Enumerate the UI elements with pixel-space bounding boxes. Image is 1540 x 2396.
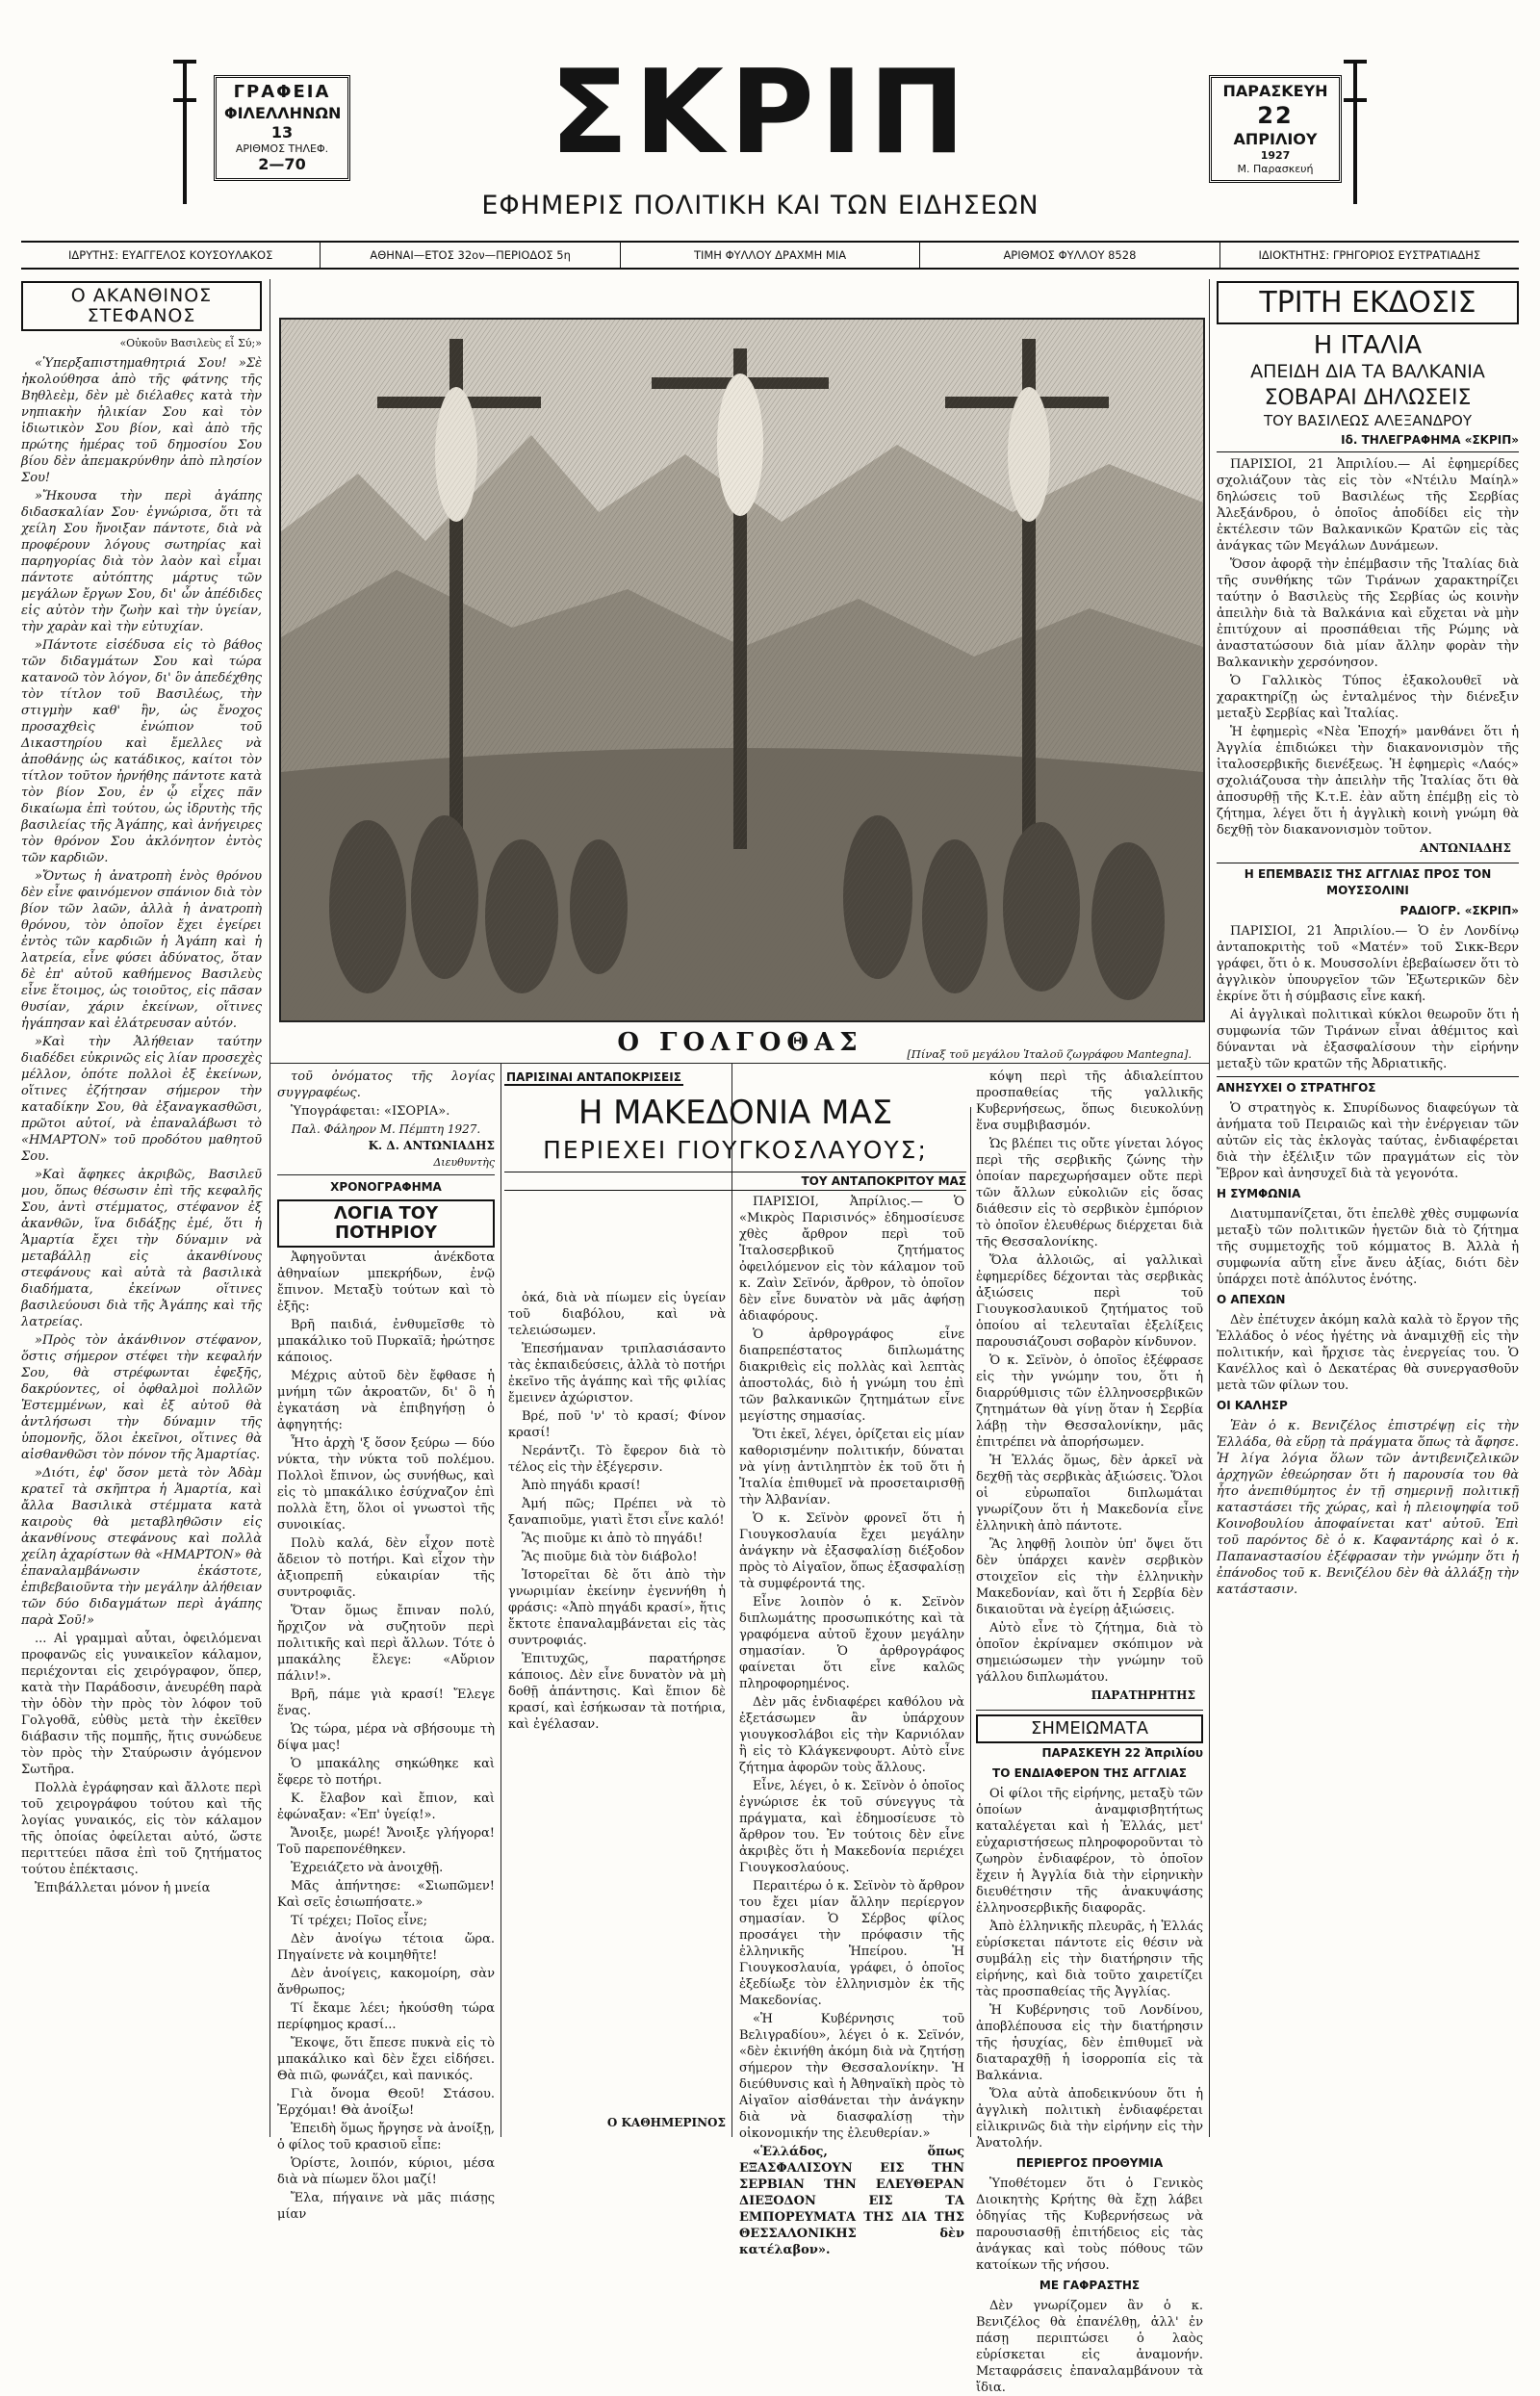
paragraph: Περαιτέρω ὁ κ. Σεϊνὸν τὸ ἄρθρον του ἔχει μίαν ἄλλην περίεργον σημασίαν. Ὁ Σέρβος φίλος προσάγει τὴν πρόφασιν τῆς ἐλληνικῆς Ἠπείρου. Ἡ Γιουγκοσλαυία, γράφει, ὁ ὁποῖος ἐξεδίωξε τὸν ἑλληνισμὸν ἐκ τῆς Μακεδονίας. — [739, 1879, 964, 2008]
headline-primary: Η ΙΤΑΛΙΑ — [1313, 331, 1423, 360]
paragraph: Ὁ στρατηγὸς κ. Σπυρίδωνος διαφεύγων τὰ ἀνήματα τοῦ Πειραιῶς καὶ τὴν ἐνέργειαν τῶν αὐτῶν εἰς τὰς ἐκλογὰς ταύτας, ἐνδιαφέρεται διὰ τὴν ἐξέλιξιν τῶν πραγμάτων εἰς τὸν Ἔβρον καὶ ἀνησυχεῖ διὰ τὰ γεγονότα. — [1217, 1101, 1519, 1182]
crucifixion-illustration — [281, 320, 1203, 1020]
article-epigraph: «Οὐκοῦν Βασιλεὺς εἶ Σύ;» — [119, 336, 262, 349]
paragraph: Ἐπιβάλλεται μόνον ἡ μνεία — [35, 1880, 211, 1895]
paragraph: Ὅσον ἀφορᾷ τὴν ἐπέμβασιν τῆς Ἰταλίας διὰ τῆς συνθήκης τῶν Τιράνων χαρακτηρίζει ταύτην ὁ Βασιλεὺς τῆς Σερβίας ὡς κοινὴν ἀπειλὴν διὰ τὰ Βαλκάνια καὶ εὔχεται νὰ μὴν ἐπιτύχουν αἱ προσπάθειαι τῆς Ρώμης νὰ ἀναστατώσουν διὰ μίαν ἄλλην φορὰν τὴν Βαλκανικὴν χερσόνησον. — [1217, 557, 1519, 671]
section-rule — [270, 1063, 1209, 1064]
headline-secondary: ΑΠΕΙΔΗ ΔΙΑ ΤΑ ΒΑΛΚΑΝΙΑ — [1250, 360, 1485, 382]
article-title: Ο ΑΚΑΝΘΙΝΟΣ ΣΤΕΦΑΝΟΣ — [21, 281, 262, 331]
ear-phone-label: ΑΡΙΘΜΟΣ ΤΗΛΕΦ. — [235, 142, 329, 155]
paragraph: Δὲν γνωρίζομεν ἂν ὁ κ. Βενιζέλος θὰ ἐπανέλθῃ, ἀλλ' ἐν πάσῃ περιπτώσει ὁ λαὸς εὑρίσκεται εἰς ἀναμονήν. Μεταφράσεις ἐπαναλαμβάνουν τὰ ἴδια. — [976, 2298, 1203, 2395]
section-rule — [976, 1710, 1203, 1711]
paragraph: Δὲν ἀνοίγεις, κακομοίρη, σὰν ἄνθρωπος; — [277, 1966, 495, 1997]
paragraph: Ἂς ληφθῇ λοιπὸν ὑπ' ὄψει ὅτι δὲν ὑπάρχει κανὲν σερβικὸν στοιχεῖον εἰς τὴν ἑλληνικὴν Μακεδονίαν, καὶ ὅτι ἡ Σερβία δὲν δικαιοῦται νὰ ἐγείρῃ ἀξιώσεις. — [976, 1537, 1203, 1617]
paragraph: Ἦτο ἀρχὴ 'ξ ὅσον ξεύρω — δύο νύκτα, τὴν νύκτα τοῦ πολέμου. Πολλοὶ ἔπινον, ὡς συνήθως, καὶ εἰς τὸ μπακάλικο ἐσύχναζον ἐπὶ πολλὰ ἔτη, ὅλοι οἱ γνωστοὶ τῆς συνοικίας. — [277, 1435, 495, 1533]
paragraph: ΠΑΡΙΣΙΟΙ, Ἀπρίλιος.— Ὁ «Μικρὸς Παρισινός» ἐδημοσίευσε χθὲς ἄρθρον περὶ τοῦ Ἰταλοσερβικοῦ ζητήματος ὀφειλόμενον εἰς τὸν κάλαμον τοῦ κ. Ζαὶν Σεϊνόν, ἄρθρον, τὸ ὁποῖον δὲν εἶνε δυνατὸν νὰ μᾶς ἀφήσῃ ἀδιαφόρους. — [739, 1195, 964, 1324]
notes-date: ΠΑΡΑΣΚΕΥΗ 22 Ἀπριλίου — [1041, 1745, 1203, 1760]
subheading: ΑΝΗΣΥΧΕΙ Ο ΣΤΡΑΤΗΓΟΣ — [1217, 1076, 1519, 1096]
byline: ΤΟΥ ΑΝΤΑΠΟΚΡΙΤΟΥ ΜΑΣ — [504, 1172, 966, 1191]
paragraph: Ἡ Ἑλλάς ὅμως, δὲν ἀρκεῖ νὰ δεχθῇ τὰς σερβικὰς ἀξιώσεις. Ὅλοι οἱ εὐρωπαῖοι διπλωμάται γνωρίζουν ὅτι ἡ Μακεδονία εἶνε ἑλληνικὴ ἀπὸ πάντοτε. — [976, 1454, 1203, 1533]
paragraph: Τί ἔκαμε λέει; ἠκούσθη τώρα περίφημος κρασί... — [277, 2000, 495, 2032]
notes-subheading: ΠΕΡΙΕΡΓΟΣ ΠΡΟΘΥΜΙΑ — [1015, 2155, 1164, 2170]
column-rule — [500, 1064, 501, 2137]
edition-banner: ΤΡΙΤΗ ΕΚΔΟΣΙΣ — [1217, 281, 1519, 324]
column-rule — [1209, 279, 1210, 2137]
date-ear — [1209, 75, 1342, 183]
paragraph: Ὑπογράφεται: «ΙΣΟΡΙΑ». — [291, 1104, 450, 1119]
paragraph: Πολλὰ ἐγράφησαν καὶ ἄλλοτε περὶ τοῦ χειρογράφου τούτου καὶ τῆς λογίας γυναικός, εἰς τὸν κάλαμον τῆς ὁποίας ὀφείλεται αὐτό, ὥστε περιττεύει πᾶσα ἐπὶ τοῦ ζητήματος τούτου ἐπέκτασις. — [21, 1780, 262, 1877]
paragraph: Ἰστορεῖται δὲ ὅτι ἀπὸ τὴν γνωριμίαν ἐκείνην ἐγεννήθη ἡ φράσις: «Ἀπὸ πηγάδι κρασί», ἥτις ἔκτοτε ἐπαναλαμβάνεται εἰς τὰς συντροφιάς. — [508, 1568, 726, 1648]
paragraph: Ἔλα, πήγαινε νὰ μᾶς πιάσῃς μίαν — [277, 2190, 495, 2222]
office-ear — [214, 75, 350, 181]
paragraph: Δὲν ἐπέτυχεν ἀκόμη καλὰ καλὰ τὸ ἔργον τῆς Ἑλλάδος ὁ νέος ἡγέτης νὰ ἀναμιχθῇ εἰς τὴν πολιτικήν, καὶ ἤρχισε τὰς ἐνεργείας του. Ὁ Κανέλλος καὶ ὁ Δεκατέρας θὰ συνεργασθοῦν μετὰ τῶν φίλων του. — [1217, 1313, 1519, 1394]
paragraph: ... Αἱ γραμμαὶ αὗται, ὀφειλόμεναι προφανῶς εἰς γυναικεῖον κάλαμον, περιέχονται εἰς χειρόγραφον, ὅπερ, κατὰ τὴν Παράδοσιν, ἀνευρέθη παρὰ τὴν ὁδὸν τὴν πρὸς τὸν λόφον τοῦ Γολγοθᾶ, εὐθὺς μετὰ τὴν ἐκεῖθεν διάβασιν τῆς πομπῆς, ἥτις συνώδευε τὸν πρὸς τὴν Σταύρωσιν ἀγόμενον Σωτῆρα. — [21, 1631, 262, 1777]
paragraph: Βρῆ, πάμε γιὰ κρασί! Ἔλεγε ἕνας. — [277, 1687, 495, 1718]
headline-tertiary: ΣΟΒΑΡΑΙ ΔΗΛΩΣΕΙΣ — [1264, 386, 1472, 411]
section-label: ΧΡΟΝΟΓΡΑΦΗΜΑ — [330, 1180, 442, 1194]
paragraph: Εἶνε, λέγει, ὁ κ. Σεϊνὸν ὁ ὁποῖος ἐγνώρισε ἐκ τοῦ σύνεγγυς τὰ πράγματα, καὶ ἐδημοσίευσε τὸ ἄρθρον του. Ἐν τούτοις δὲν εἶνε ἀκριβὲς ὅτι ἡ Μακεδονία περιέχει Γιουγκοσλαύους. — [739, 1779, 964, 1875]
newspaper-subtitle: ΕΦΗΜΕΡΙΣ ΠΟΛΙΤΙΚΗ ΚΑΙ ΤΩΝ ΕΙΔΗΣΕΩΝ — [481, 191, 1040, 220]
paragraph: Εἶνε λοιπὸν ὁ κ. Σεϊνὸν διπλωμάτης προσωπικότης καὶ τὰ γραφόμενα αὐτοῦ ἔχουν μεγάλην σημασίαν. Ὁ ἀρθρογράφος φαίνεται ὅτι εἶνε καλῶς πληροφορημένος. — [739, 1595, 964, 1691]
notes-title: ΣΗΜΕΙΩΜΑΤΑ — [976, 1714, 1203, 1743]
article-third-edition — [1217, 279, 1519, 2142]
paragraph: »Πάντοτε εἰσέδυσα εἰς τὸ βάθος τῶν διδαγμάτων Σου καὶ τώρα κατανοῶ τὸν λόγον, δι' ὃν ἀπεδέχθης τὸν τίτλον τοῦ Βασιλέως, τὴν στιγμὴν καθ' ἣν, ὡς ἔνοχος προσαχθεὶς ἐνώπιον τοῦ Δικαστηρίου καὶ ἔμελλες νὰ ἀποθάνῃς ὡς κατάδικος, καίτοι τὸν τίτλον τοῦτον ἠρνήθης πάντοτε κατὰ τὸν βίον Σου, ἐν ᾧ εἶχες πᾶν δικαίωμα ἐπὶ τούτου, ὡς ἱδρυτὴς τῆς βασιλείας τῆς Ἀγάπης, καὶ ἀνήγειρες τὸν θρόνον Σου ἀκλόνητον ἐντὸς τῶν καρδιῶν. — [21, 637, 262, 865]
intro-signature: Κ. Δ. ΑΝΤΩΝΙΑΔΗΣ — [368, 1139, 495, 1152]
article-cup-words-continued — [508, 1290, 726, 2137]
caption-credit: [Πίναξ τοῦ μεγάλου Ἰταλοῦ ζωγράφου Mantegna]. — [907, 1047, 1192, 1061]
article-signature: ΠΑΡΑΤΗΡΗΤΗΣ — [1091, 1688, 1195, 1702]
paragraph: Γιὰ ὄνομα Θεοῦ! Στάσου. Ἐρχόμαι! Θὰ ἀνοίξω! — [277, 2086, 495, 2118]
info-founder: ΙΔΡΥΤΗΣ: ΕΥΑΓΓΕΛΟΣ ΚΟΥΣΟΥΛΑΚΟΣ — [21, 243, 321, 268]
paragraph: κόψη περὶ τῆς ἀδιαλείπτου προσπαθείας τῆς γαλλικῆς Κυβερνήσεως, ὅπως διευκολύνῃ ἕνα συμβιβασμόν. — [976, 1069, 1203, 1133]
paragraph: Ὁ μπακάλης σηκώθηκε καὶ ἔφερε τὸ ποτήρι. — [277, 1756, 495, 1788]
paragraph: Βρέ, ποῦ 'ν' τὸ κρασί; Φίνον κρασί! — [508, 1409, 726, 1440]
headline-quaternary: ΤΟΥ ΒΑΣΙΛΕΩΣ ΑΛΕΞΑΝΔΡΟΥ — [1263, 411, 1473, 429]
paragraph: »Καὶ τὴν Ἀλήθειαν ταύτην διαδέδει εὐκρινῶς εἰς λίαν προσεχὲς μέλλον, ὁπότε πολλοὶ ἐξ ἐκείνων, οἵτινες ἐζήτησαν σήμερον τὴν καταδίκην Σου, θὰ ἐξαναγκασθῶσι, πρῶτοι αὐτοί, νὰ ἐπαναλάβωσι τὸ «ΗΜΑΡΤΟΝ» τοῦ προδότου μαθητοῦ Σου. — [21, 1034, 262, 1164]
masthead-ornament-right — [1353, 60, 1357, 204]
ear-office-address: ΦΙΛΕΛΛΗΝΩΝ 13 — [224, 103, 342, 142]
paragraph: Μᾶς ἀπήντησε: «Σιωπῶμεν! Καὶ σεῖς ἐσιωπήσατε.» — [277, 1878, 495, 1910]
info-owner: ΙΔΙΟΚΤΗΤΗΣ: ΓΡΗΓΟΡΙΟΣ ΕΥΣΤΡΑΤΙΑΔΗΣ — [1258, 248, 1481, 262]
ear-office-label: ΓΡΑΦΕΙΑ — [233, 82, 331, 102]
paragraph: Ἄνοιξε, μωρέ! Ἄνοιξε γλήγορα! Τοῦ παρεπονέθηκεν. — [277, 1825, 495, 1857]
paragraph: Ἂς πιοῦμε κι ἀπὸ τὸ πηγάδι! — [522, 1532, 704, 1546]
notes-subheading: ΜΕ ΓΑΦΡΑΣΤΗΣ — [1039, 2278, 1141, 2292]
subheading: ΟΙ ΚΑΛΗΣΡ — [1217, 1399, 1288, 1413]
paragraph: ΠΑΡΙΣΙΟΙ, 21 Ἀπριλίου.— Αἱ ἐφημερίδες σχολιάζουν τὰς εἰς τὸν «Ντέιλυ Μαίηλ» δηλώσεις τοῦ Βασιλέως τῆς Σερβίας Ἀλεξάνδρου, ὁ ὁποῖος ἀποδίδει εἰς τὴν ἐκτέλεσιν τῶν Βαλκανικῶν Κρατῶν εἰς τὰς ἀνάγκας τῶν Μεγάλων Δυνάμεων. — [1217, 457, 1519, 554]
paragraph: Αἱ ἀγγλικαὶ πολιτικαὶ κύκλοι θεωροῦν ὅτι ἡ συμφωνία τῶν Τιράνων εἶναι ἀθέμιτος καὶ δύνανται νὰ ἐξασφαλίσουν τὴν εἰρήνην μεταξὺ τῶν κρατῶν τῆς Ἀδριατικῆς. — [1217, 1008, 1519, 1072]
ear-month: ΑΠΡΙΛΙΟΥ — [1233, 130, 1318, 148]
paragraph: «Ἡ Κυβέρνησις τοῦ Βελιγραδίου», λέγει ὁ κ. Σεϊνόν, «δὲν ἐκινήθη ἀκόμη διὰ νὰ ζητήσῃ σήμερον τὴν Θεσσαλονίκην. Ἡ διεύθυνσις καὶ ἡ Ἀθηναϊκὴ πρὸς τὸ Αἰγαῖον αἰσθάνεται τὴν ἀνάγκην διὰ νὰ διασφαλίσῃ τὴν οἰκονομικήν της ἐλευθερίαν.» — [739, 2012, 964, 2141]
paragraph: Πολὺ καλά, δὲν εἶχον ποτὲ ἄδειον τὸ ποτήρι. Καὶ εἶχον τὴν ἀξιοπρεπῆ εὐκαιρίαν τῆς συντροφιᾶς. — [277, 1535, 495, 1600]
ear-year: 1927 — [1260, 149, 1291, 162]
paragraph: Ἀμή πῶς; Πρέπει νὰ τὸ ξαναπιοῦμε, γιατὶ ἔτσι εἶνε καλό! — [508, 1497, 726, 1528]
paragraph: Ὅλα αὐτὰ ἀποδεικνύουν ὅτι ἡ ἀγγλικὴ πολιτικὴ ἐνδιαφέρεται εἰλικρινῶς διὰ τὴν εἰρήνην εἰς τὴν Ἀνατολήν. — [976, 2086, 1203, 2151]
paragraph: Ἂς πιοῦμε διὰ τὸν διάβολο! — [522, 1550, 698, 1564]
paragraph: Οἱ φίλοι τῆς εἰρήνης, μεταξὺ τῶν ὁποίων ἀναμφισβητήτως καταλέγεται καὶ ἡ Ἑλλάς, μετ' εὐχαριστήσεως πληροφοροῦνται τὸ ζωηρὸν ἐνδιαφέρον, τὸ ὁποῖον ἔχειν ἡ Ἀγγλία διὰ τὴν εἰρηνικὴν διευθέτησιν τῆς ἀνακυψάσης ἑλληνοσερβικῆς διαφορᾶς. — [976, 1786, 1203, 1916]
article-signature: Ο ΚΑΘΗΜΕΡΙΝΟΣ — [606, 2116, 726, 2129]
info-issue: ΑΡΙΘΜΟΣ ΦΥΛΛΟΥ 8528 — [920, 243, 1219, 268]
paragraph: «Ἑλλάδος, ὅπως ΕΞΑΣΦΑΛΙΣΟΥΝ ΕΙΣ ΤΗΝ ΣΕΡΒΙΑΝ ΤΗΝ ΕΛΕΥΘΕΡΑΝ ΔΙΕΞΟΔΟΝ ΕΙΣ ΤΑ ΕΜΠΟΡΕΥΜΑΤΑ ΤΗΣ ΔΙΑ ΤΗΣ ΘΕΣΣΑΛΟΝΙΚΗΣ δὲν κατέλαβον». — [739, 2145, 964, 2257]
paragraph: »Ἤκουσα τὴν περὶ ἀγάπης διδασκαλίαν Σου· ἐγνώρισα, ὅτι τὰ χείλη Σου ἤνοιξαν πάντοτε, διὰ νὰ προφέρουν λόγους σωτηρίας καὶ παρηγορίας διὰ τὸν λαὸν καὶ εἶμαι πάντοτε αὐτόπτης μάρτυς τῶν μεγάλων ἔργων Σου, δι' ὧν ἀπέδιδες εἰς αὐτὸν τὴν ζωὴν καὶ τὴν ὑγείαν, τὴν χαρὰν καὶ τὴν εὐτυχίαν. — [21, 488, 262, 634]
masthead-info-bar — [21, 241, 1519, 270]
article-cup-words — [277, 1069, 495, 2222]
paragraph: Τί τρέχει; Ποῖος εἶνε; — [291, 1913, 428, 1928]
subheading: Η ΕΠΕΜΒΑΣΙΣ ΤΗΣ ΑΓΓΛΙΑΣ ΠΡΟΣ ΤΟΝ ΜΟΥΣΣΟΛΙΝΙ — [1217, 863, 1519, 899]
golgotha-engraving — [279, 318, 1205, 1022]
info-edition: ΑΘΗΝΑΙ—ΕΤΟΣ 32ον—ΠΕΡΙΟΔΟΣ 5η — [321, 243, 620, 268]
paragraph: Ὡς τώρα, μέρα νὰ σβήσουμε τὴ δίψα μας! — [277, 1721, 495, 1753]
ear-day: ΠΑΡΑΣΚΕΥΗ — [1222, 82, 1328, 100]
paragraph: »Ὄντως ἡ ἀνατροπὴ ἑνὸς θρόνου δὲν εἶνε φαινόμενον σπάνιον διὰ τὸν βίον τῶν λαῶν, ἀλλὰ ἡ ἀνατροπὴ θρόνου, τὸν ὁποῖον ἔχει ἐγείρει ἐντὸς τῶν καρδιῶν ἡ Ἀγάπη καὶ ἡ λατρεία, εἶνε φύσει ἀδύνατος, ὅταν δὲ ἐπ' αὐτοῦ καθήμενος Βασιλεὺς εἶνε ἕτοιμος, ὡς τοιοῦτος, εἰς πᾶσαν θυσίαν, χάριν ἐκείνων, οἵτινες ἠγάπησαν καὶ ἐλάτρευσαν αὐτόν. — [21, 868, 262, 1031]
paragraph: Αὐτὸ εἶνε τὸ ζήτημα, διὰ τὸ ὁποῖον ἐκρίναμεν σκόπιμον νὰ σημειώσωμεν τὴν γνώμην τοῦ γάλλου διπλωμάτου. — [976, 1621, 1203, 1685]
paragraph: Ἐχρειάζετο νὰ ἀνοιχθῇ. — [291, 1860, 444, 1875]
article-signature: ΑΝΤΩΝΙΑΔΗΣ — [1420, 841, 1511, 856]
article-notes-column — [976, 1069, 1203, 2395]
paragraph: Ὡς βλέπει τις οὔτε γίνεται λόγος περὶ τῆς σερβικῆς ζώνης τὴν ὁποίαν παρεχωρήσαμεν οὔτε περὶ τῶν ἄλλων εὐκολιῶν εἰς ὅσας διάθεσιν εἰς τὸ σερβικὸν ἐμπόριον τὸ ὁποῖον ἐλευθέρως διέρχεται διὰ τῆς Θεσσαλονίκης. — [976, 1137, 1203, 1250]
ear-phone-number: 2—70 — [258, 155, 306, 174]
paragraph: Ἀπὸ πηγάδι κρασί! — [522, 1479, 641, 1493]
intro-place-date: Παλ. Φάληρον Μ. Πέμπτη 1927. — [291, 1122, 481, 1136]
headline-primary: Η ΜΑΚΕΔΟΝΙΑ ΜΑΣ — [578, 1094, 893, 1132]
section-rule — [277, 1174, 495, 1175]
paragraph: Ὁ κ. Σεϊνὸν, ὁ ὁποῖος ἐξέφρασε εἰς τὴν γνώμην του, ὅτι ἡ διαρρύθμισις τῶν ἑλληνοσερβικῶν ζητημάτων θὰ γίνῃ ὅταν ἡ Σερβία λάβῃ τὴν Θεσσαλονίκην, μᾶς ἐπιτρέπει νὰ ἀπορήσωμεν. — [976, 1353, 1203, 1450]
paragraph: Βρῆ παιδιά, ἐνθυμεῖσθε τὸ μπακάλικο τοῦ Πυρκαϊᾶ; ἠρώτησε κάποιος. — [277, 1317, 495, 1365]
column-rule — [970, 1107, 971, 2137]
wire-source: Ιδ. ΤΗΛΕΓΡΑΦΗΜΑ «ΣΚΡΙΠ» — [1217, 432, 1519, 452]
paragraph: Ἔκοψε, ὅτι ἔπεσε πυκνὰ εἰς τὸ μπακάλικο καὶ δὲν ἔχει εἰδήσει. Θὰ πιῶ, φωνάζει, καὶ πανικός. — [277, 2035, 495, 2083]
caption-title: Ο ΓΟΛΓΟΘΑΣ — [617, 1028, 863, 1057]
engraving-caption — [279, 1028, 1201, 1061]
paragraph: Ἀπὸ ἑλληνικῆς πλευρᾶς, ἡ Ἑλλάς εὑρίσκεται πάντοτε εἰς θέσιν νὰ συμβάλῃ εἰς τὴν διατήρησιν τῆς εἰρήνης, καὶ διὰ τοῦτο χαιρετίζει τὰς προσπαθείας τῆς Ἀγγλίας. — [976, 1919, 1203, 1999]
intro-signature-role: Διευθυντὴς — [433, 1156, 495, 1169]
paragraph: ΠΑΡΙΣΙΟΙ, 21 Ἀπριλίου.— Ὁ ἐν Λονδίνῳ ἀνταποκριτὴς τοῦ «Ματέν» τοῦ Σικκ-Βερν γράφει, ὅτι ὁ κ. Μουσσολίνι ἐβεβαίωσεν ὅτι τὸ ἀγγλικὸν ὑπουργεῖον τῶν Ἐξωτερικῶν δὲν ἐκρίνε ὅτι ἡ σύμβασις εἶνε κακή. — [1217, 924, 1519, 1005]
paragraph: Ὁρίστε, λοιπόν, κύριοι, μέσα διὰ νὰ πίωμεν ὅλοι μαζί! — [277, 2155, 495, 2187]
paragraph: «Ὑπερξαπιστημαθητριά Σου! »Σὲ ἠκολούθησα ἀπὸ τῆς φάτνης τῆς Βηθλεὲμ, δὲν μὲ διέλαθες κατὰ τὴν νηπιακὴν ἡλικίαν Σου καὶ τὸν ἰδιωτικὸν Σου βίον, καὶ ἀπὸ τῆς πρώτης ἡμέρας τοῦ δημοσίου Σου βίου δὲν ἀπεμακρύνθην ἀπὸ πλησίον Σου! — [21, 355, 262, 485]
paragraph: Ὅταν ὅμως ἔπιναν πολύ, ἤρχιζον νὰ συζητοῦν περὶ πολιτικῆς καὶ περὶ ἄλλων. Τότε ὁ μπακάλης ἔλεγε: «Αὔριον πάλιν!». — [277, 1603, 495, 1684]
ear-date: 22 — [1257, 102, 1294, 129]
paragraph: Ἡ ἐφημερὶς «Νὲα Ἐποχή» μανθάνει ὅτι ἡ Ἀγγλία ἐπιδιώκει τὴν διακανονισμὸν τῆς ἰταλοσερβικῆς διενέξεως. Ἡ ἐφημερὶς «Λαός» σχολιάζουσα τὴν ἀπειλὴν τῆς Ἰταλίας ὅτι θὰ ἀποσυρθῇ τῆς Κ.τ.Ε. ἐὰν αὕτη ἐπέμβῃ εἰς τὸ ζήτημα, λέγει ὅτι ἡ ἀγγλικὴ κοινὴ γνώμη θὰ δεχθῇ τὸν διακανονισμὸν τοῦτον. — [1217, 725, 1519, 838]
paragraph: Διατυμπανίζεται, ὅτι ἐπελθὲ χθὲς συμφωνία μεταξὺ τῶν πολιτικῶν ἡγετῶν διὰ τὸ ζήτημα τῆς συμμετοχῆς τοῦ κόμματος Β. Ἀλλὰ ἡ συμφωνία αὕτη εἶνε ἄνευ ἀξίας, διότι δὲν ὑπάρχει ποτὲ ἀπόλυτος ἑνότης. — [1217, 1207, 1519, 1288]
paragraph: ὀκά, διὰ νὰ πίωμεν εἰς ὑγείαν τοῦ διαβόλου, καὶ νὰ τελειώσωμεν. — [508, 1291, 726, 1338]
subheading: Η ΣΥΜΦΩΝΙΑ — [1217, 1187, 1301, 1201]
paragraph: »Καὶ ἄφηκες ἀκριβῶς, Βασιλεῦ μου, ὅπως θέσωσιν ἐπὶ τῆς κεφαλῆς Σου, ἀντὶ στέμματος, στέφανον ἐξ ἀκανθῶν, ἵνα διδάξῃς ἐμέ, ὅτι ἡ Ἁμαρτία ἔχει τὴν δύναμιν νὰ μεταβάλλῃ εἰς ἀκανθίνους στεφάνους καὶ αὐτὰ τὰ βασιλικὰ διαδήματα, ἐκείνων οἵτινες βασιλεύουσι διὰ τῆς Ἀγάπης καὶ τῆς λατρείας. — [21, 1167, 262, 1329]
paragraph: Ὅλα ἀλλοιῶς, αἱ γαλλικαὶ ἐφημερίδες δέχονται τὰς σερβικὰς ἀξιώσεις περὶ τοῦ Γιουγκοσλαυικοῦ ζητήματος τοῦ ὁποίου αἱ τελευταῖαι ἐξελίξεις παρουσιάζουσι σοβαρὸν κίνδυνον. — [976, 1253, 1203, 1350]
paragraph: Δὲν μᾶς ἐνδιαφέρει καθόλου νὰ ἐξετάσωμεν ἂν ὑπάρχουν γιουγκοσλάβοι εἰς τὴν Καρνιόλαν ἢ εἰς τὸ Κλάγκενφουρτ. Αὐτὸ εἶνε ζήτημα ἀφορῶν τοὺς ἄλλους. — [739, 1695, 964, 1775]
paragraph: Ὁ ἀρθρογράφος εἶνε διαπρεπέστατος διπλωμάτης διακριθεὶς εἰς πολλὰς καὶ λεπτὰς ἀποστολάς, διὸ ἡ γνώμη του ἐπὶ τῶν βαλκανικῶν ζητημάτων εἶνε μεγίστης σημασίας. — [739, 1327, 964, 1424]
paragraph: Ὅτι ἐκεῖ, λέγει, ὁρίζεται εἰς μίαν καθορισμένην πολιτικήν, δύναται νὰ γίνῃ ἀντιληπτὸν ἐκ τοῦ ὅτι ἡ Ἰταλία ἐπιθυμεῖ νὰ προσεταιρισθῇ τὴν Ἀλβανίαν. — [739, 1428, 965, 1507]
notes-subtitle: ΤΟ ΕΝΔΙΑΦΕΡΟΝ ΤΗΣ ΑΓΓΛΙΑΣ — [992, 1765, 1187, 1780]
paragraph: Νεράντζι. Τὸ ἔφερον διὰ τὸ τέλος εἰς τὴν ἐξέγερσιν. — [508, 1444, 726, 1475]
newspaper-title: ΣΚΡΙΠ — [550, 46, 971, 180]
section-kicker: ΠΑΡΙΣΙΝΑΙ ΑΝΤΑΠΟΚΡΙΣΕΙΣ — [506, 1070, 681, 1084]
article-thorny-crown — [21, 279, 262, 2142]
paragraph: Ὑποθέτομεν ὅτι ὁ Γενικὸς Διοικητὴς Κρήτης θὰ ἔχῃ λάβει ὁδηγίας τῆς Κυβερνήσεως νὰ παρουσιασθῇ ἐπιτήδειος εἰς τὰς ἀνάγκας καὶ τοὺς πόθους τῶν κατοίκων τῆς νήσου. — [976, 2176, 1203, 2273]
article-macedonia-body — [739, 1194, 965, 2257]
paragraph: Ἀφηγοῦνται ἀνέκδοτα ἀθηναίων μπεκρήδων, ἐνῷ ἔπινον. Μεταξὺ τούτων καὶ τὸ ἑξῆς: — [277, 1250, 495, 1314]
article-title: ΛΟΓΙΑ ΤΟΥ ΠΟΤΗΡΙΟΥ — [277, 1199, 495, 1248]
wire-source: ΡΑΔΙΟΓΡ. «ΣΚΡΙΠ» — [1399, 904, 1519, 918]
paragraph: »Πρὸς τὸν ἀκάνθινον στέφανον, ὅστις σήμερον στέφει τὴν κεφαλήν Σου, θὰ στρέφωνται ἐφεξῆς, δακρύοντες, οἱ ὀφθαλμοὶ πολλῶν Ἐστεμμένων, καὶ ἐξ αὐτοῦ θὰ ἀντλήσωσι τὴν δύναμιν τῆς ὑπομονῆς, ὅλοι ἐκεῖνοι, οἵτινες θὰ αἰσθανθῶσι τὸν πόνον τῆς Ἁμαρτίας. — [21, 1332, 262, 1462]
subheading: Ο ΑΠΕΧΩΝ — [1217, 1293, 1286, 1307]
headline-secondary: ΠΕΡΙΕΧΕΙ ΓΙΟΥΓΚΟΣΛΑΥΟΥΣ; — [543, 1136, 928, 1165]
paragraph: Ὁ κ. Σεϊνὸν φρονεῖ ὅτι ἡ Γιουγκοσλαυία ἔχει μεγάλην ἀνάγκην νὰ ἐξασφαλίσῃ διέξοδον πρὸς τὸ Αἰγαῖον, ὅπως ἐξασφαλίσῃ τὰ συμφέροντά της. — [739, 1511, 964, 1591]
paragraph: Κ. ἔλαβον καὶ ἔπιον, καὶ ἐφώναξαν: «Ἐπ' ὑγείᾳ!». — [277, 1791, 495, 1822]
paragraph: Ἡ Κυβέρνησις τοῦ Λονδίνου, ἀποβλέπουσα εἰς τὴν διατήρησιν τῆς ἡσυχίας, δὲν ἐπιθυμεῖ νὰ διαταραχθῇ ἡ ἰσορροπία εἰς τὰ Βαλκάνια. — [976, 2002, 1203, 2083]
masthead-ornament-left — [183, 60, 187, 204]
paragraph: »Διότι, ἐφ' ὅσον μετὰ τὸν Ἀδὰμ κρατεῖ τὰ σκῆπτρα ἡ Ἁμαρτία, καὶ ἄλλα Βασιλικὰ στέμματα κατὰ καιροὺς θὰ μεταβληθῶσιν εἰς ἀκανθίνους στεφάνους καὶ πολλὰ χείλη ἀχαρίστων θὰ «ΗΜΑΡΤΟΝ» θὰ ἐπαναλαμβάνωσιν ἑκάστοτε, ἐπιβεβαιοῦντα τὴν μεγάλην ἀλήθειαν τῶν δύο διδαγμάτων περὶ ἀγάπης παρὰ Σοῦ!» — [21, 1465, 262, 1628]
paragraph: Ἐπειδὴ ὅμως ἤργησε νὰ ἀνοίξῃ, ὁ φίλος τοῦ κρασιοῦ εἶπε: — [277, 2121, 495, 2152]
info-price: ΤΙΜΗ ΦΥΛΛΟΥ ΔΡΑΧΜΗ ΜΙΑ — [621, 243, 920, 268]
paragraph: Ἐπιτυχῶς, παρατήρησε κάποιος. Δὲν εἶνε δυνατὸν νὰ μὴ δοθῇ ἀπάντησις. Καὶ ἔπιον δὲ κρασί, καὶ ἐσήκωσαν τὰ ποτήρια, καὶ ἐγέλασαν. — [508, 1652, 726, 1732]
paragraph: Ἐπεσήμαναν τριπλασιάσαντο τὰς ἐκπαιδεύσεις, ἀλλὰ τὸ ποτήρι ἐκεῖνο τῆς ἀγάπης καὶ τῆς φιλίας ἔμεινεν ἀχώριστον. — [508, 1342, 726, 1405]
paragraph: Ἐὰν ὁ κ. Βενιζέλος ἐπιστρέψῃ εἰς τὴν Ἑλλάδα, θὰ εὕρῃ τὰ πράγματα ὅπως τὰ ἄφησε. Ἡ λίγα λόγια ὅλων τῶν ἀντιβενιζελικῶν ἀρχηγῶν ἐθεώρησαν ὅτι ἡ παρουσία του θὰ ἦτο ἀνεπιθύμητος ἐν τῇ σημερινῇ πολιτικῇ καταστάσει τῆς χώρας, καὶ ἡ πλειοψηφία τοῦ Κοινοβουλίου ἀποφαίνεται κατ' αὐτοῦ. Ἐπὶ τοῦ παρόντος δὲ ὁ κ. Καφαντάρης καὶ ὁ κ. Παπαναστασίου ἐξέφρασαν τὴν γνώμην ὅτι ἡ ἐπάνοδος τοῦ κ. Βενιζέλου δὲν θὰ ἀλλάξῃ τὴν κατάστασιν. — [1217, 1419, 1519, 1598]
ear-note: Μ. Παρασκευή — [1237, 162, 1314, 175]
paragraph: Ὁ Γαλλικὸς Τύπος ἐξακολουθεῖ νὰ χαρακτηρίζῃ ὡς ἐνταλμένος τὴν διένεξιν μεταξὺ Σερβίας καὶ Ἰταλίας. — [1217, 674, 1519, 722]
paragraph: Δὲν ἀνοίγω τέτοια ὥρα. Πηγαίνετε νὰ κοιμηθῆτε! — [277, 1931, 495, 1963]
paragraph: τοῦ ὀνόματος τῆς λογίας συγγραφέως. — [277, 1069, 495, 1100]
paragraph: Μέχρις αὐτοῦ δὲν ἔφθασε ἡ μνήμη τῶν ἀκροατῶν, δι' ὃ ἡ ἐγκατάση νὰ ἐπιβηγήσῃ ὁ ἀφηγητής: — [277, 1368, 495, 1432]
